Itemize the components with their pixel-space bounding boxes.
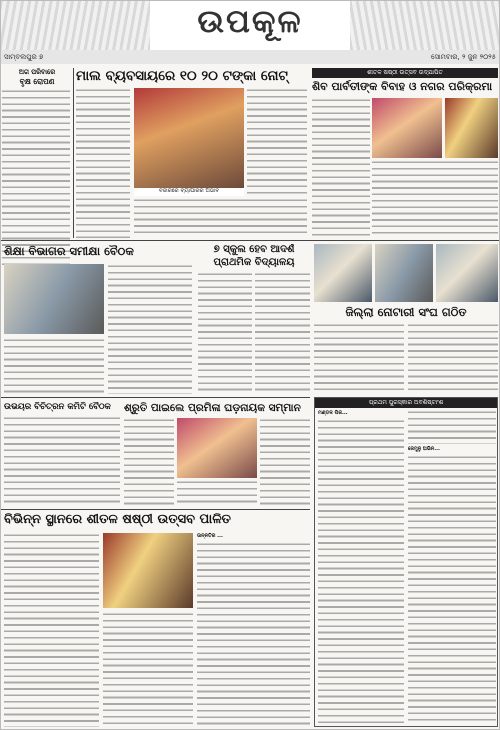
story3-headline: ଶିକ୍ଷା ବିଭାଗର ସମୀକ୍ଷା ବୈଠକ	[4, 244, 134, 258]
story3-body-col2	[108, 264, 192, 394]
story1-body-bottom	[134, 198, 307, 238]
story9-headline: ବିଭିନ୍ନ ସ୍ଥାନରେ ଶୀତଳ ଷଷ୍ଠୀ ଉତ୍ସବ ପାଳିତ	[4, 512, 231, 527]
left-kicker-2: ବୃକ୍ଷ ରୋପଣ	[19, 77, 55, 86]
story8-sub-2: ଜେମୁନୁ ଅଭିନ...	[408, 446, 440, 452]
story7-headline: ଶ୍ରୁତି ପାଇଲେ ପ୍ରମିଳା ଘଡ଼ନାୟକ ସମ୍ମାନ	[124, 402, 301, 414]
story9-body-col1	[4, 533, 99, 727]
notary-photo-3	[436, 244, 498, 302]
story1-body-col1	[76, 88, 130, 238]
story2-headline: ଶିବ ପାର୍ବତୀଙ୍କ ବିବାହ ଓ ନଗର ପରିକ୍ରମା	[312, 80, 493, 93]
story9-body-col3	[197, 542, 310, 727]
market-photo	[134, 88, 244, 188]
market-photo-caption: ବଜାରରେ ବ୍ୟାପାରର ଅଭାବ	[134, 188, 244, 196]
story6-body	[4, 416, 120, 506]
story4-body-col1	[198, 272, 252, 394]
story1-body-col3	[247, 88, 307, 198]
story2-body-col1	[312, 98, 370, 238]
story8-body-col1	[318, 419, 404, 724]
story8-sub-1: ମଣ୍ଡଳ ପିକ...	[318, 410, 348, 416]
story4-body-col2	[255, 272, 310, 394]
festival-photo	[103, 533, 193, 608]
story9-sub-1: ଉନ୍ନତିର ...	[197, 533, 223, 539]
story5-headline: ଜିଲ୍ଲା ନୋଟାରୀ ସଂଘ ଗଠିତ	[345, 305, 467, 319]
masthead-art-left	[0, 0, 150, 50]
left-column-body	[2, 89, 70, 269]
page-label: ସାମ୍ବଲପୁର ୭	[4, 53, 44, 61]
story8-body-col2	[408, 455, 496, 724]
masthead-art-right	[350, 0, 500, 50]
story4-headline-2: ପ୍ରାଥମିକ ବିଦ୍ୟାଳୟ	[213, 257, 295, 268]
story5-body-col1	[314, 323, 404, 394]
story8-body-col2-top	[408, 410, 496, 444]
notary-photo-1	[314, 244, 372, 302]
story1-headline: ମାଲ ବ୍ୟବସାୟରେ ୧୦ ୨୦ ଟଙ୍କା ନୋଟ୍	[76, 68, 288, 84]
section-rule-3	[0, 509, 310, 510]
left-column-story	[2, 68, 72, 268]
story4-headline-1: ୭ ସ୍କୁଲ ହେବ ଆଦର୍ଶ	[213, 244, 295, 255]
story2-band: ଶୀତଳ ଷଷ୍ଠୀ ଉତ୍ସବ ଉଦ୍‌ଯାପିତ	[312, 68, 498, 78]
section-rule-2	[0, 397, 310, 398]
newspaper-title: ଉପକୂଳ	[197, 2, 303, 40]
ritual-photo-2	[445, 98, 498, 158]
section-rule	[0, 240, 500, 241]
award-photo	[177, 418, 257, 478]
dateline-bar	[0, 50, 500, 64]
story7-body-col1	[124, 418, 174, 506]
story3-body-col1	[4, 338, 104, 394]
notary-photo-2	[375, 244, 433, 302]
issue-date: ସୋମବାର, ୨ ଜୁନ ୨୦୨୫	[430, 53, 496, 61]
story5-body-col2	[408, 323, 498, 394]
meeting-photo	[4, 264, 104, 334]
ritual-photo-1	[372, 98, 442, 158]
story9-body-col2	[103, 612, 193, 727]
column-rule	[73, 68, 74, 238]
left-kicker: ଅଗ ପରିବାରେ	[18, 68, 56, 76]
story7-body-col2	[177, 480, 257, 506]
story7-body-col3	[260, 418, 310, 506]
story2-body-col2	[372, 160, 498, 238]
story8-band: ପ୍ରଥମ ପୁରସ୍କାର ଅବଶିଷ୍ଟାଂଶ	[315, 398, 497, 408]
story6-headline: ଉଭୟର ବିଚିତ୍ରନ କମିଟି ବୈଠକ	[4, 402, 111, 412]
